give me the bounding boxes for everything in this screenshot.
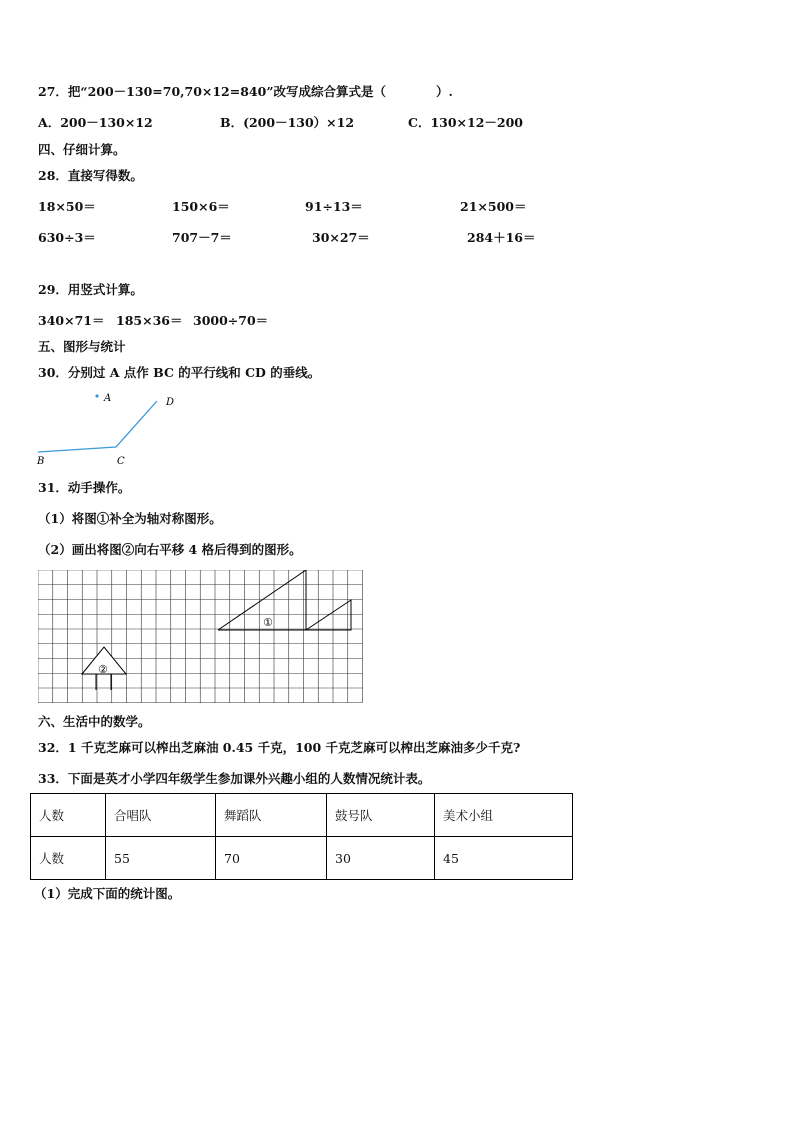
q27-stem: 27．把“200－130=70,70×12=840”改写成综合算式是（ ）. xyxy=(38,84,453,99)
label-d: D xyxy=(166,397,175,408)
table-cell: 45 xyxy=(435,837,573,880)
table-cell: 舞蹈队 xyxy=(216,794,327,837)
point-a-dot xyxy=(95,394,98,397)
q29-stem: 29．用竖式计算。 xyxy=(38,282,143,297)
figure-1-label: ① xyxy=(263,616,273,629)
q29-item-3: 3000÷70＝ xyxy=(193,313,269,328)
section-4-heading: 四、仔细计算。 xyxy=(38,142,126,157)
section-6-heading: 六、生活中的数学。 xyxy=(38,714,151,729)
q31-stem: 31．动手操作。 xyxy=(38,480,131,495)
figure-1-shape-right xyxy=(306,600,351,630)
table-row xyxy=(31,794,573,837)
label-b: B xyxy=(37,456,45,467)
stats-table xyxy=(30,793,573,880)
table-cell: 人数 xyxy=(31,794,106,837)
label-a: A xyxy=(104,393,112,404)
q27-option-b: B．(200－130）×12 xyxy=(220,115,355,130)
q28-r1-c1: 18×50＝ xyxy=(38,199,96,214)
q33-sub1: （1）完成下面的统计图。 xyxy=(34,886,181,901)
q28-r2-c3: 30×27＝ xyxy=(312,230,370,245)
table-cell: 55 xyxy=(106,837,216,880)
q27-option-c: C．130×12－200 xyxy=(408,115,524,130)
q28-r1-c2: 150×6＝ xyxy=(172,199,230,214)
q31-sub1: （1）将图①补全为轴对称图形。 xyxy=(38,511,222,526)
q29-item-1: 340×71＝ xyxy=(38,313,105,328)
figure-1-shape xyxy=(218,570,306,630)
q31-grid-figure xyxy=(38,570,368,706)
q31-sub2: （2）画出将图②向右平移 4 格后得到的图形。 xyxy=(38,542,302,557)
q28-r1-c3: 91÷13＝ xyxy=(305,199,363,214)
q30-stem: 30．分别过 A 点作 BC 的平行线和 CD 的垂线。 xyxy=(38,365,321,380)
q28-r1-c4: 21×500＝ xyxy=(460,199,527,214)
q28-r2-c4: 284＋16＝ xyxy=(467,230,536,245)
q30-figure xyxy=(30,385,190,470)
q33-stem: 33．下面是英才小学四年级学生参加课外兴趣小组的人数情况统计表。 xyxy=(38,771,431,786)
figure-2-label: ② xyxy=(98,663,108,676)
table-cell: 70 xyxy=(216,837,327,880)
q27-option-a: A．200－130×12 xyxy=(38,115,153,130)
label-c: C xyxy=(117,456,125,467)
table-cell: 30 xyxy=(327,837,435,880)
table-cell: 美术小组 xyxy=(435,794,573,837)
q29-item-2: 185×36＝ xyxy=(116,313,183,328)
grid-lines xyxy=(38,570,363,703)
table-row xyxy=(31,837,573,880)
section-5-heading: 五、图形与统计 xyxy=(38,339,126,354)
table-cell: 合唱队 xyxy=(106,794,216,837)
q32-stem: 32．1 千克芝麻可以榨出芝麻油 0.45 千克，100 千克芝麻可以榨出芝麻油多少千克? xyxy=(38,740,521,755)
table-cell: 鼓号队 xyxy=(327,794,435,837)
q28-r2-c2: 707－7＝ xyxy=(172,230,232,245)
q28-stem: 28．直接写得数。 xyxy=(38,168,143,183)
table-cell: 人数 xyxy=(31,837,106,880)
q28-r2-c1: 630÷3＝ xyxy=(38,230,96,245)
line-bcd xyxy=(38,401,157,452)
